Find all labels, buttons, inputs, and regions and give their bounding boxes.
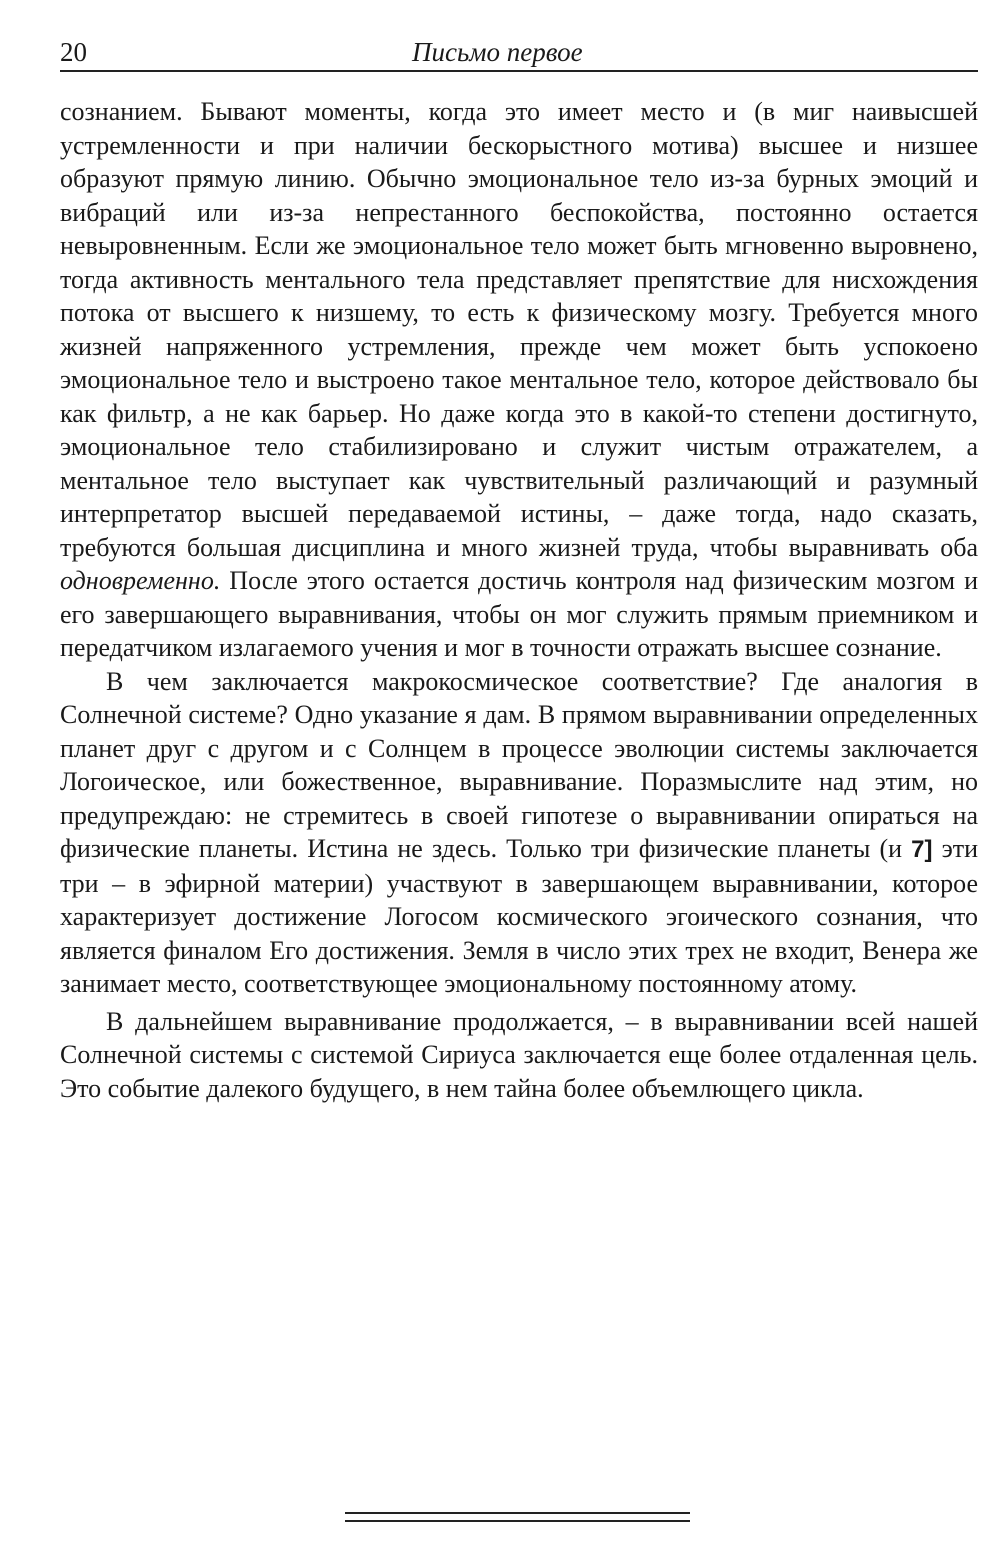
paragraph-2-text-start: В чем заключается макрокосмическое соответствие? Где аналогия в Солнечной системе? Одно указание я дам. В прямом выравнивании определенных планет друг с другом и с Солнцем в процессе эволюции системы заключается Логоическое, или божественное, выравнивание. Поразмыслите над этим, но предупреждаю: не стремитесь в своей гипотезе о выравнивании опираться на физические планеты. Истина не здесь. Только три физические планеты (и [60, 666, 978, 863]
page-marker: 7] [911, 836, 933, 863]
paragraph-3: В дальнейшем выравнивание продолжается, – в выравнивании всей нашей Солнечной системы с системой Сириуса заключается еще более отдаленная цель. Это событие далекого будущего, в нем тайна более объемлющего цикла. [60, 1006, 978, 1103]
paragraph-1 [60, 95, 978, 665]
paragraph-2-text-end: эти три – в эфирной материи) участвуют в завершающем выравнивании, которое характеризует достижение Логосом космического эгоического сознания, что является финалом Его достижения. Земля в число этих трех не входит, Венера же занимает место, соответствующее эмоциональному постоянному атому. [60, 834, 979, 998]
end-double-rule [345, 1512, 690, 1522]
page-header [60, 30, 978, 72]
body-text [60, 95, 978, 1105]
page-number: 20 [60, 37, 87, 67]
paragraph-1-text-end: После этого остается достичь контроля над физическим мозгом и его завершающего выравнивания, чтобы он мог служить прямым приемником и передатчиком излагаемого учения и мог в точности отражать высшее сознание. [60, 566, 978, 662]
paragraph-2 [60, 665, 978, 1001]
paragraph-1-text-start: сознанием. Бывают моменты, когда это имеет место и (в миг наивысшей устремленности и при наличии бескорыстного мотива) высшее и низшее образуют прямую линию. Обычно эмоциональное тело из-за бурных эмоций и вибраций или из-за непрестанного беспокойства, постоянно остается невыровненным. Если же эмоциональное тело может быть мгновенно выровнено, тогда активность ментального тела представляет препятствие для нисхождения потока от высшего к низшему, то есть к физическому мозгу. Требуется много жизней напряженного устремления, прежде чем может быть успокоено эмоциональное тело и выстроено такое ментальное тело, которое действовало бы как фильтр, а не как барьер. Но даже когда это в какой-то степени достигнуто, эмоциональное тело стабилизировано и служит чистым отражателем, а ментальное тело выступает как чувствительный различающий и разумный интерпретатор высшей передаваемой истины, – даже тогда, надо сказать, требуются большая дисциплина и много жизней труда, чтобы выравнивать оба [60, 97, 978, 562]
emphasis-word: одновременно. [60, 566, 221, 595]
running-title: Письмо первое [412, 37, 583, 67]
book-page [60, 30, 978, 1105]
